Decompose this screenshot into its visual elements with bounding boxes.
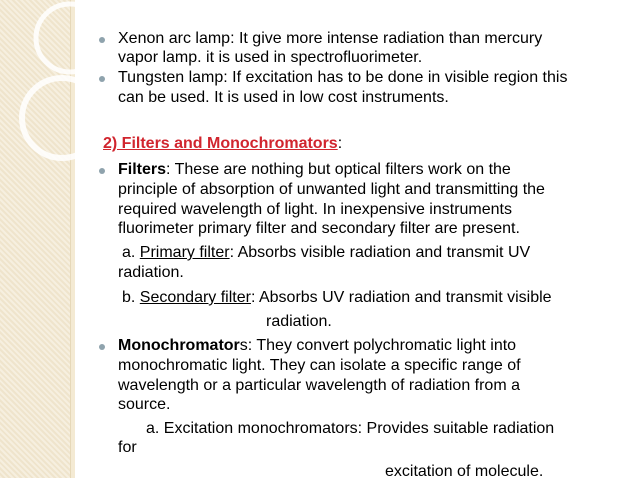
bullet-dot — [99, 37, 105, 43]
xenon-line-1: Xenon arc lamp: It give more intense radiation than mercury — [118, 30, 543, 47]
section-heading — [103, 134, 342, 154]
secondary-filter-rest: : Absorbs UV radiation and transmit visible — [250, 289, 552, 306]
monochromators-line-2: monochromatic light. They can isolate a specific range of — [118, 357, 521, 374]
monochromators-line-1-rest: : They convert polychromatic light into — [247, 337, 517, 354]
monochromators-term: Monochromator — [118, 337, 240, 354]
monochromators-term-tail: s — [239, 337, 248, 354]
excitation-line-2: for — [118, 439, 137, 456]
bullet-dot — [99, 76, 105, 82]
primary-filter-line-1 — [122, 243, 530, 263]
monochromators-line-3: wavelength or a particular wavelength of radiation from a — [118, 377, 520, 394]
primary-filter-line-2: radiation. — [118, 264, 184, 281]
filters-term: Filters — [118, 161, 167, 178]
deco-circle-upper — [36, 4, 104, 72]
filters-line-1 — [118, 160, 511, 180]
excitation-line-1: a. Excitation monochromators: Provides suitable radiation — [146, 420, 555, 437]
monochromators-line-1 — [118, 336, 516, 356]
primary-filter-rest: : Absorbs visible radiation and transmit UV — [229, 244, 531, 261]
tungsten-line-2: can be used. It is used in low cost instruments. — [118, 89, 449, 106]
secondary-filter-line-1 — [122, 288, 552, 308]
filters-line-3: required wavelength of light. In inexpensive instruments — [118, 201, 512, 218]
excitation-line-3: excitation of molecule. — [385, 463, 544, 480]
primary-filter-prefix: a. — [122, 244, 140, 261]
primary-filter-term: Primary filter — [139, 244, 230, 261]
filters-line-2: principle of absorption of unwanted light and transmitting the — [118, 181, 545, 198]
filters-line-4: fluorimeter primary filter and secondary filter are present. — [118, 220, 520, 237]
deco-circle-lower — [22, 78, 102, 158]
xenon-line-2: vapor lamp. it is used in spectrofluorimeter. — [118, 49, 423, 66]
bullet-dot — [99, 168, 105, 174]
section-heading-colon: : — [337, 135, 343, 152]
filters-line-1-rest: : These are nothing but optical filters work on the — [166, 161, 511, 178]
section-heading-text: 2) Filters and Monochromators — [103, 135, 338, 152]
secondary-filter-line-2: radiation. — [266, 313, 332, 330]
bullet-dot — [99, 344, 105, 350]
secondary-filter-prefix: b. — [122, 289, 140, 306]
secondary-filter-term: Secondary filter — [139, 289, 251, 306]
monochromators-line-4: source. — [118, 396, 171, 413]
tungsten-line-1: Tungsten lamp: If excitation has to be done in visible region this — [118, 69, 568, 86]
